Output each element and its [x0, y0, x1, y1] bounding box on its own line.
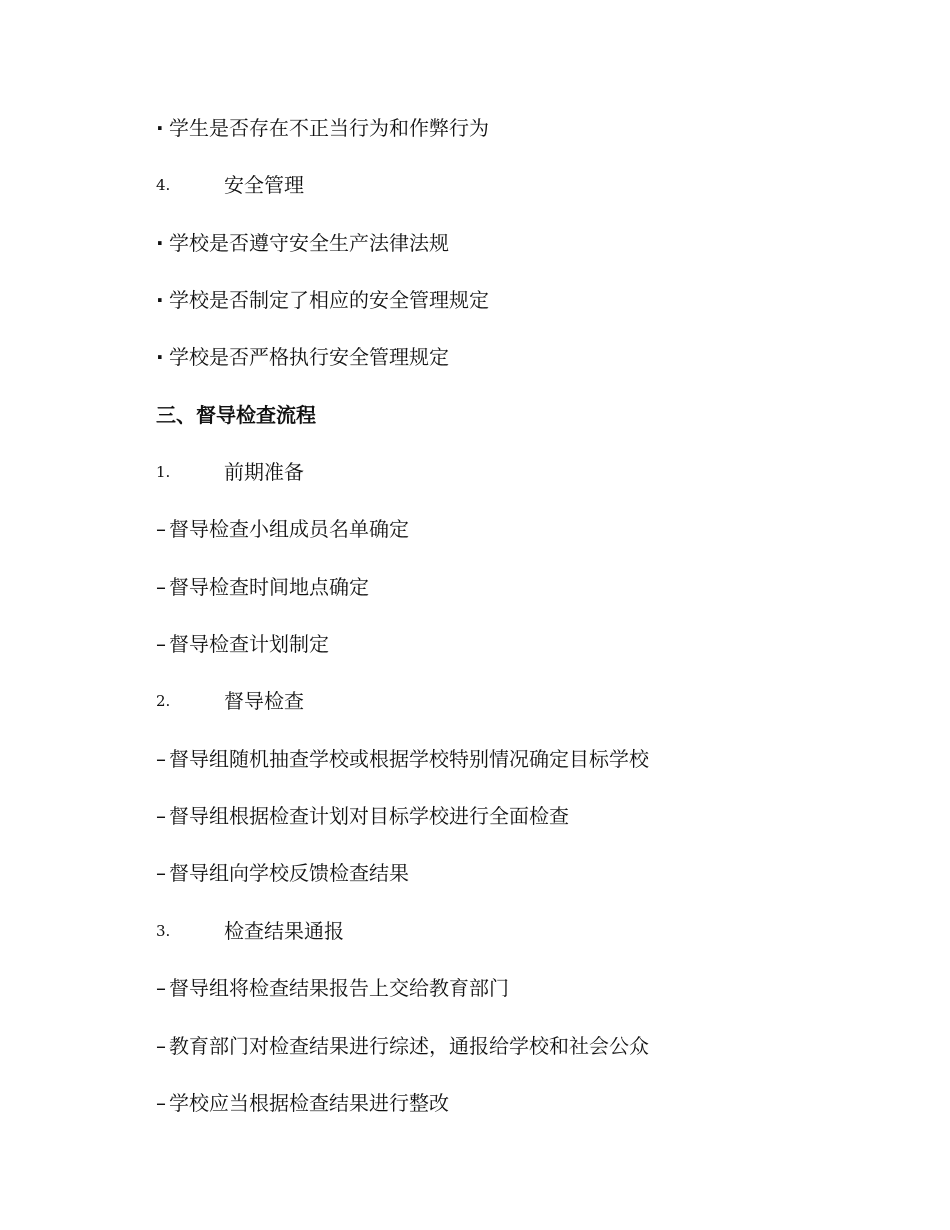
- dash-marker: –: [156, 976, 166, 1001]
- list-item-text: 督导组向学校反馈检查结果: [169, 861, 409, 886]
- list-item-bullet: [156, 113, 796, 170]
- dash-marker: –: [156, 804, 166, 829]
- list-item-bullet: [156, 285, 796, 342]
- list-item-dash: [156, 514, 796, 571]
- list-item-text: 学校是否遵守安全生产法律法规: [169, 230, 449, 255]
- list-item-text: 督导检查时间地点确定: [169, 574, 369, 599]
- list-item-dash: [156, 744, 796, 801]
- list-item-dash: [156, 858, 796, 915]
- list-item-text: 学生是否存在不正当行为和作弊行为: [169, 116, 489, 140]
- list-item-dash: [156, 572, 796, 629]
- list-item-bullet: [156, 228, 796, 285]
- list-item-text: 督导组将检查结果报告上交给教育部门: [169, 976, 509, 1001]
- list-item-text: 学校是否严格执行安全管理规定: [169, 345, 449, 370]
- dash-marker: –: [156, 746, 166, 771]
- number-marker: 1.: [156, 463, 171, 482]
- document-page: [156, 113, 796, 1145]
- list-item-text: 学校应当根据检查结果进行整改: [169, 1090, 449, 1115]
- numbered-item-text: 安全管理: [224, 173, 304, 198]
- numbered-item: [156, 686, 796, 743]
- dash-marker: –: [156, 861, 166, 886]
- bullet-marker: ·: [156, 116, 164, 140]
- numbered-item: [156, 170, 796, 227]
- dash-marker: –: [156, 517, 166, 542]
- bullet-marker: ·: [156, 345, 164, 370]
- bullet-marker: ·: [156, 288, 164, 313]
- bullet-marker: ·: [156, 230, 164, 255]
- section-heading: [156, 400, 796, 457]
- dash-marker: –: [156, 632, 166, 657]
- list-item-text: 督导组根据检查计划对目标学校进行全面检查: [169, 804, 569, 829]
- number-marker: 4.: [156, 176, 171, 195]
- dash-marker: –: [156, 1090, 166, 1115]
- list-item-dash: [156, 1088, 796, 1145]
- numbered-item: [156, 457, 796, 514]
- list-item-text: 督导检查小组成员名单确定: [169, 517, 409, 542]
- numbered-item-text: 督导检查: [224, 689, 304, 714]
- numbered-item-text: 检查结果通报: [224, 918, 344, 943]
- list-item-dash: [156, 1031, 796, 1088]
- numbered-item-text: 前期准备: [224, 460, 304, 485]
- section-heading-text: 三、督导检查流程: [156, 402, 316, 427]
- numbered-item: [156, 916, 796, 973]
- number-marker: 3.: [156, 921, 171, 940]
- list-item-dash: [156, 629, 796, 686]
- list-item-text: 学校是否制定了相应的安全管理规定: [169, 288, 489, 313]
- list-item-text: 教育部门对检查结果进行综述，通报给学校和社会公众: [169, 1033, 649, 1058]
- list-item-text: 督导检查计划制定: [169, 632, 329, 657]
- list-item-dash: [156, 801, 796, 858]
- dash-marker: –: [156, 574, 166, 599]
- list-item-dash: [156, 973, 796, 1030]
- list-item-bullet: [156, 342, 796, 399]
- dash-marker: –: [156, 1033, 166, 1058]
- list-item-text: 督导组随机抽查学校或根据学校特别情况确定目标学校: [169, 746, 649, 771]
- number-marker: 2.: [156, 692, 171, 711]
